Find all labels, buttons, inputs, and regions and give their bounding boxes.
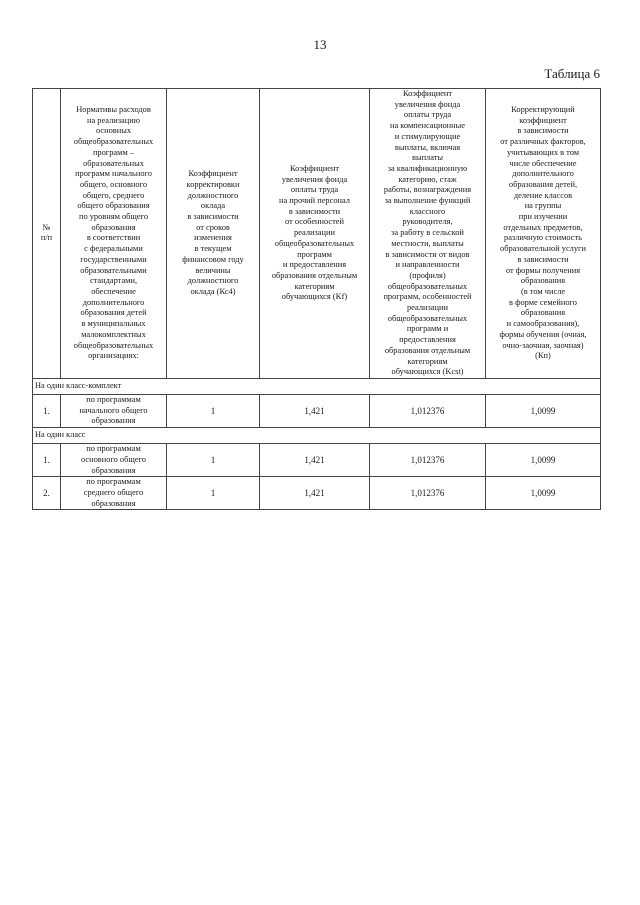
- row-kp: 1,0099: [486, 477, 601, 510]
- row-kc4: 1: [167, 394, 260, 427]
- row-kf: 1,421: [260, 444, 370, 477]
- row-kf: 1,421: [260, 394, 370, 427]
- table-caption: Таблица 6: [544, 66, 600, 81]
- table-row: [33, 394, 601, 427]
- section-row: [33, 428, 601, 444]
- row-program: по программам начального общего образования: [61, 394, 167, 427]
- header-kcst: Коэффициент увеличения фонда оплаты труда на компенсационные и стимулирующие выплаты, включая выплаты за квалификационную категорию, стаж работы, вознаграждения за выполнение функций классного руководителя, за работу в сельской местности, выплаты в зависимости от видов и направленности (профиля) общеобразовательных программ, особенностей реализации общеобразовательных программ и предоставления образования отдельным категориям обучающихся (Kcst): [370, 89, 486, 379]
- section-title-class: На один класс: [33, 428, 601, 444]
- row-kp: 1,0099: [486, 394, 601, 427]
- coefficients-table: [32, 88, 601, 510]
- row-program: по программам основного общего образования: [61, 444, 167, 477]
- row-kf: 1,421: [260, 477, 370, 510]
- header-norms: Нормативы расходов на реализацию основных общеобразовательных программ – образовательных программ начального общего, основного общего, среднего общего образования по уровням общего образования в соответствии с федеральными государственными образовательными стандартами, обеспечение дополнительного образования детей в муниципальных малокомплектных общеобразовательных организациях:: [61, 89, 167, 379]
- table-row: [33, 444, 601, 477]
- row-kcst: 1,012376: [370, 444, 486, 477]
- table-row: [33, 477, 601, 510]
- page-number: 13: [313, 37, 327, 52]
- row-number: 2.: [33, 477, 61, 510]
- row-number: 1.: [33, 444, 61, 477]
- header-kf: Коэффициент увеличения фонда оплаты труда на прочий персонал в зависимости от особенностей реализации общеобразовательных программ и предоставления образования отдельным категориям обучающихся (Kf): [260, 89, 370, 379]
- table-header-row: [33, 89, 601, 379]
- row-kcst: 1,012376: [370, 477, 486, 510]
- header-kp: Корректирующий коэффициент в зависимости от различных факторов, учитывающих в том числе обеспечение дополнительного образования детей, деление классов на группы при изучении отдельных предметов, различную стоимость образовательной услуги в зависимости от формы получения образования (в том числе в форме семейного образования и самообразования), формы обучения (очная, очно-заочная, заочная) (Кп): [486, 89, 601, 379]
- row-kp: 1,0099: [486, 444, 601, 477]
- header-number: № п/п: [33, 89, 61, 379]
- row-number: 1.: [33, 394, 61, 427]
- row-kcst: 1,012376: [370, 394, 486, 427]
- row-program: по программам среднего общего образования: [61, 477, 167, 510]
- row-kc4: 1: [167, 477, 260, 510]
- section-row: [33, 378, 601, 394]
- row-kc4: 1: [167, 444, 260, 477]
- section-title-class-complex: На один класс-комплект: [33, 378, 601, 394]
- header-kc4: Коэффициент корректировки должностного оклада в зависимости от сроков изменения в текущем финансовом году величины должностного оклада (Кс4): [167, 89, 260, 379]
